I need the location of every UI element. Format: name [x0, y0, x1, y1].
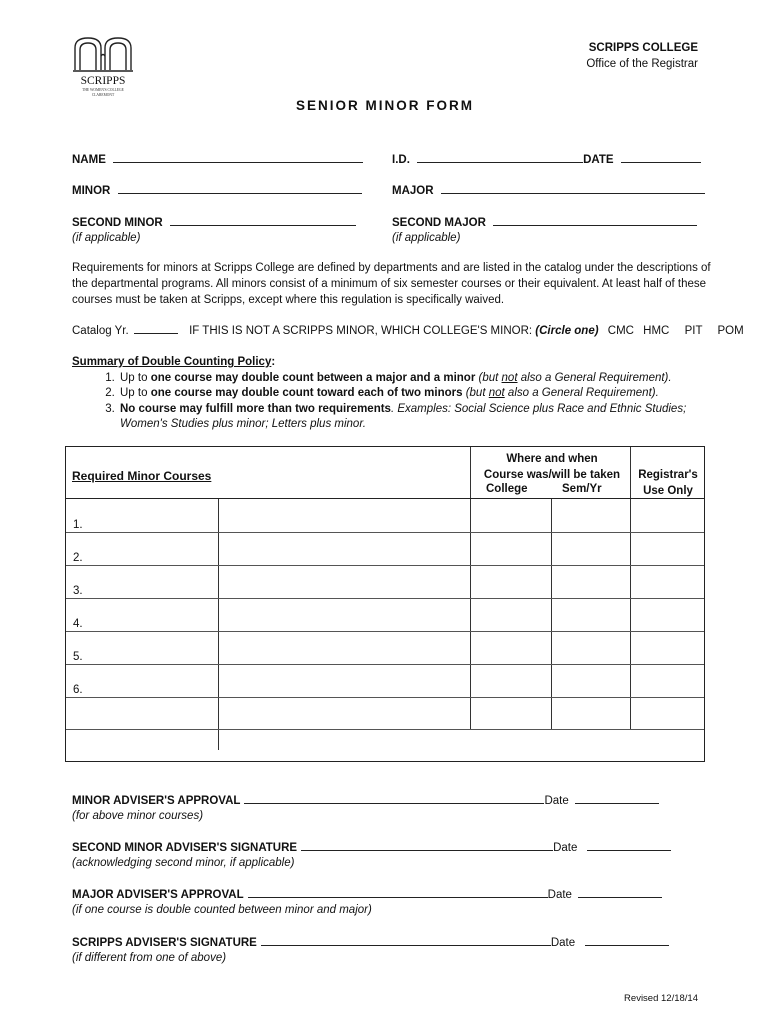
courses-table	[65, 446, 705, 762]
catalog-row: Catalog Yr. IF THIS IS NOT A SCRIPPS MINOR, WHICH COLLEGE'S MINOR: (Circle one) CMC HMC PIT POM	[72, 322, 744, 339]
option-pit[interactable]: PIT	[684, 325, 703, 337]
table-row[interactable]: 4.	[73, 618, 83, 630]
college-header: College	[486, 483, 528, 495]
option-hmc[interactable]: HMC	[643, 325, 670, 337]
scripps-arches-icon	[72, 36, 134, 100]
page-title: SENIOR MINOR FORM	[296, 98, 474, 113]
option-pom[interactable]: POM	[717, 325, 744, 337]
policy-heading: Summary of Double Counting Policy	[72, 356, 272, 368]
major-field[interactable]: MAJOR	[392, 182, 705, 199]
semyr-header: Sem/Yr	[562, 483, 602, 495]
header-right	[586, 40, 698, 72]
revised-date: Revised 12/18/14	[624, 993, 698, 1004]
policy-item: 2. Up to one course may double count toward each of two minors (but not also a General Requirement).	[118, 386, 712, 402]
minor-field[interactable]: MINOR	[72, 182, 362, 199]
date-field[interactable]	[575, 792, 659, 804]
date-field[interactable]	[585, 934, 669, 946]
second-minor-field[interactable]: SECOND MINOR (if applicable)	[72, 214, 356, 246]
minor-adviser-approval[interactable]: MINOR ADVISER'S APPROVAL Date (for above minor courses)	[72, 792, 659, 824]
date-field[interactable]	[578, 886, 662, 898]
option-cmc[interactable]: CMC	[607, 325, 634, 337]
double-counting-policy: Summary of Double Counting Policy: 1. Up to one course may double count between a major and a minor (but not also a General Requirement). 2. Up to one course may double count toward each of two minors (but not also a General Requirement). 3. No course may fulfill more than two requirements. Examples: Social Science plus Race and Ethnic Studies; Women's Studies plus minor; Letters plus minor.	[72, 355, 712, 433]
date-label: DATE	[583, 154, 614, 166]
id-field[interactable]: I.D. DATE	[392, 151, 701, 168]
logo-text: SCRIPPS	[80, 75, 126, 87]
office-name: Office of the Registrar	[586, 58, 698, 70]
second-major-field[interactable]: SECOND MAJOR (if applicable)	[392, 214, 697, 246]
second-minor-note: (if applicable)	[72, 232, 141, 244]
svg-text:THE WOMEN'S COLLEGE: THE WOMEN'S COLLEGE	[82, 88, 124, 92]
requirements-text: Requirements for minors at Scripps College are defined by departments and are listed in the catalog under the descriptions of the departmental programs. All minors consist of a minimum of six semester courses or their equivalent. At least half of these courses must be taken at Scripps, except where this regulation is specifically waived.	[72, 262, 711, 306]
second-minor-adviser-signature[interactable]: SECOND MINOR ADVISER'S SIGNATURE Date (acknowledging second minor, if applicable)	[72, 839, 671, 871]
table-row[interactable]: 2.	[73, 552, 83, 564]
svg-text:CLAREMONT: CLAREMONT	[91, 93, 115, 97]
date-field[interactable]	[587, 839, 671, 851]
scripps-logo	[72, 36, 134, 100]
scripps-adviser-signature[interactable]: SCRIPPS ADVISER'S SIGNATURE Date (if different from one of above)	[72, 934, 669, 966]
registrar-header: Registrar's Use Only	[638, 469, 698, 497]
date-field[interactable]	[621, 151, 701, 163]
catalog-year-field[interactable]	[134, 322, 178, 334]
policy-item: 1. Up to one course may double count between a major and a minor (but not also a General Requirement).	[118, 371, 712, 387]
college-name: SCRIPPS COLLEGE	[588, 42, 698, 54]
table-row[interactable]: 6.	[73, 684, 83, 696]
table-row[interactable]: 1.	[73, 519, 83, 531]
where-when-header: Where and when Course was/will be taken	[483, 453, 621, 481]
table-row[interactable]: 5.	[73, 651, 83, 663]
policy-item: 3. No course may fulfill more than two requirements. Examples: Social Science plus Race and Ethnic Studies; Women's Studies plus minor; Letters plus minor.	[118, 402, 712, 433]
second-major-note: (if applicable)	[392, 232, 461, 244]
name-field[interactable]: NAME	[72, 151, 363, 168]
table-row[interactable]: 3.	[73, 585, 83, 597]
table-heading: Required Minor Courses	[72, 469, 212, 483]
major-adviser-approval[interactable]: MAJOR ADVISER'S APPROVAL Date (if one course is double counted between minor and major)	[72, 886, 662, 918]
